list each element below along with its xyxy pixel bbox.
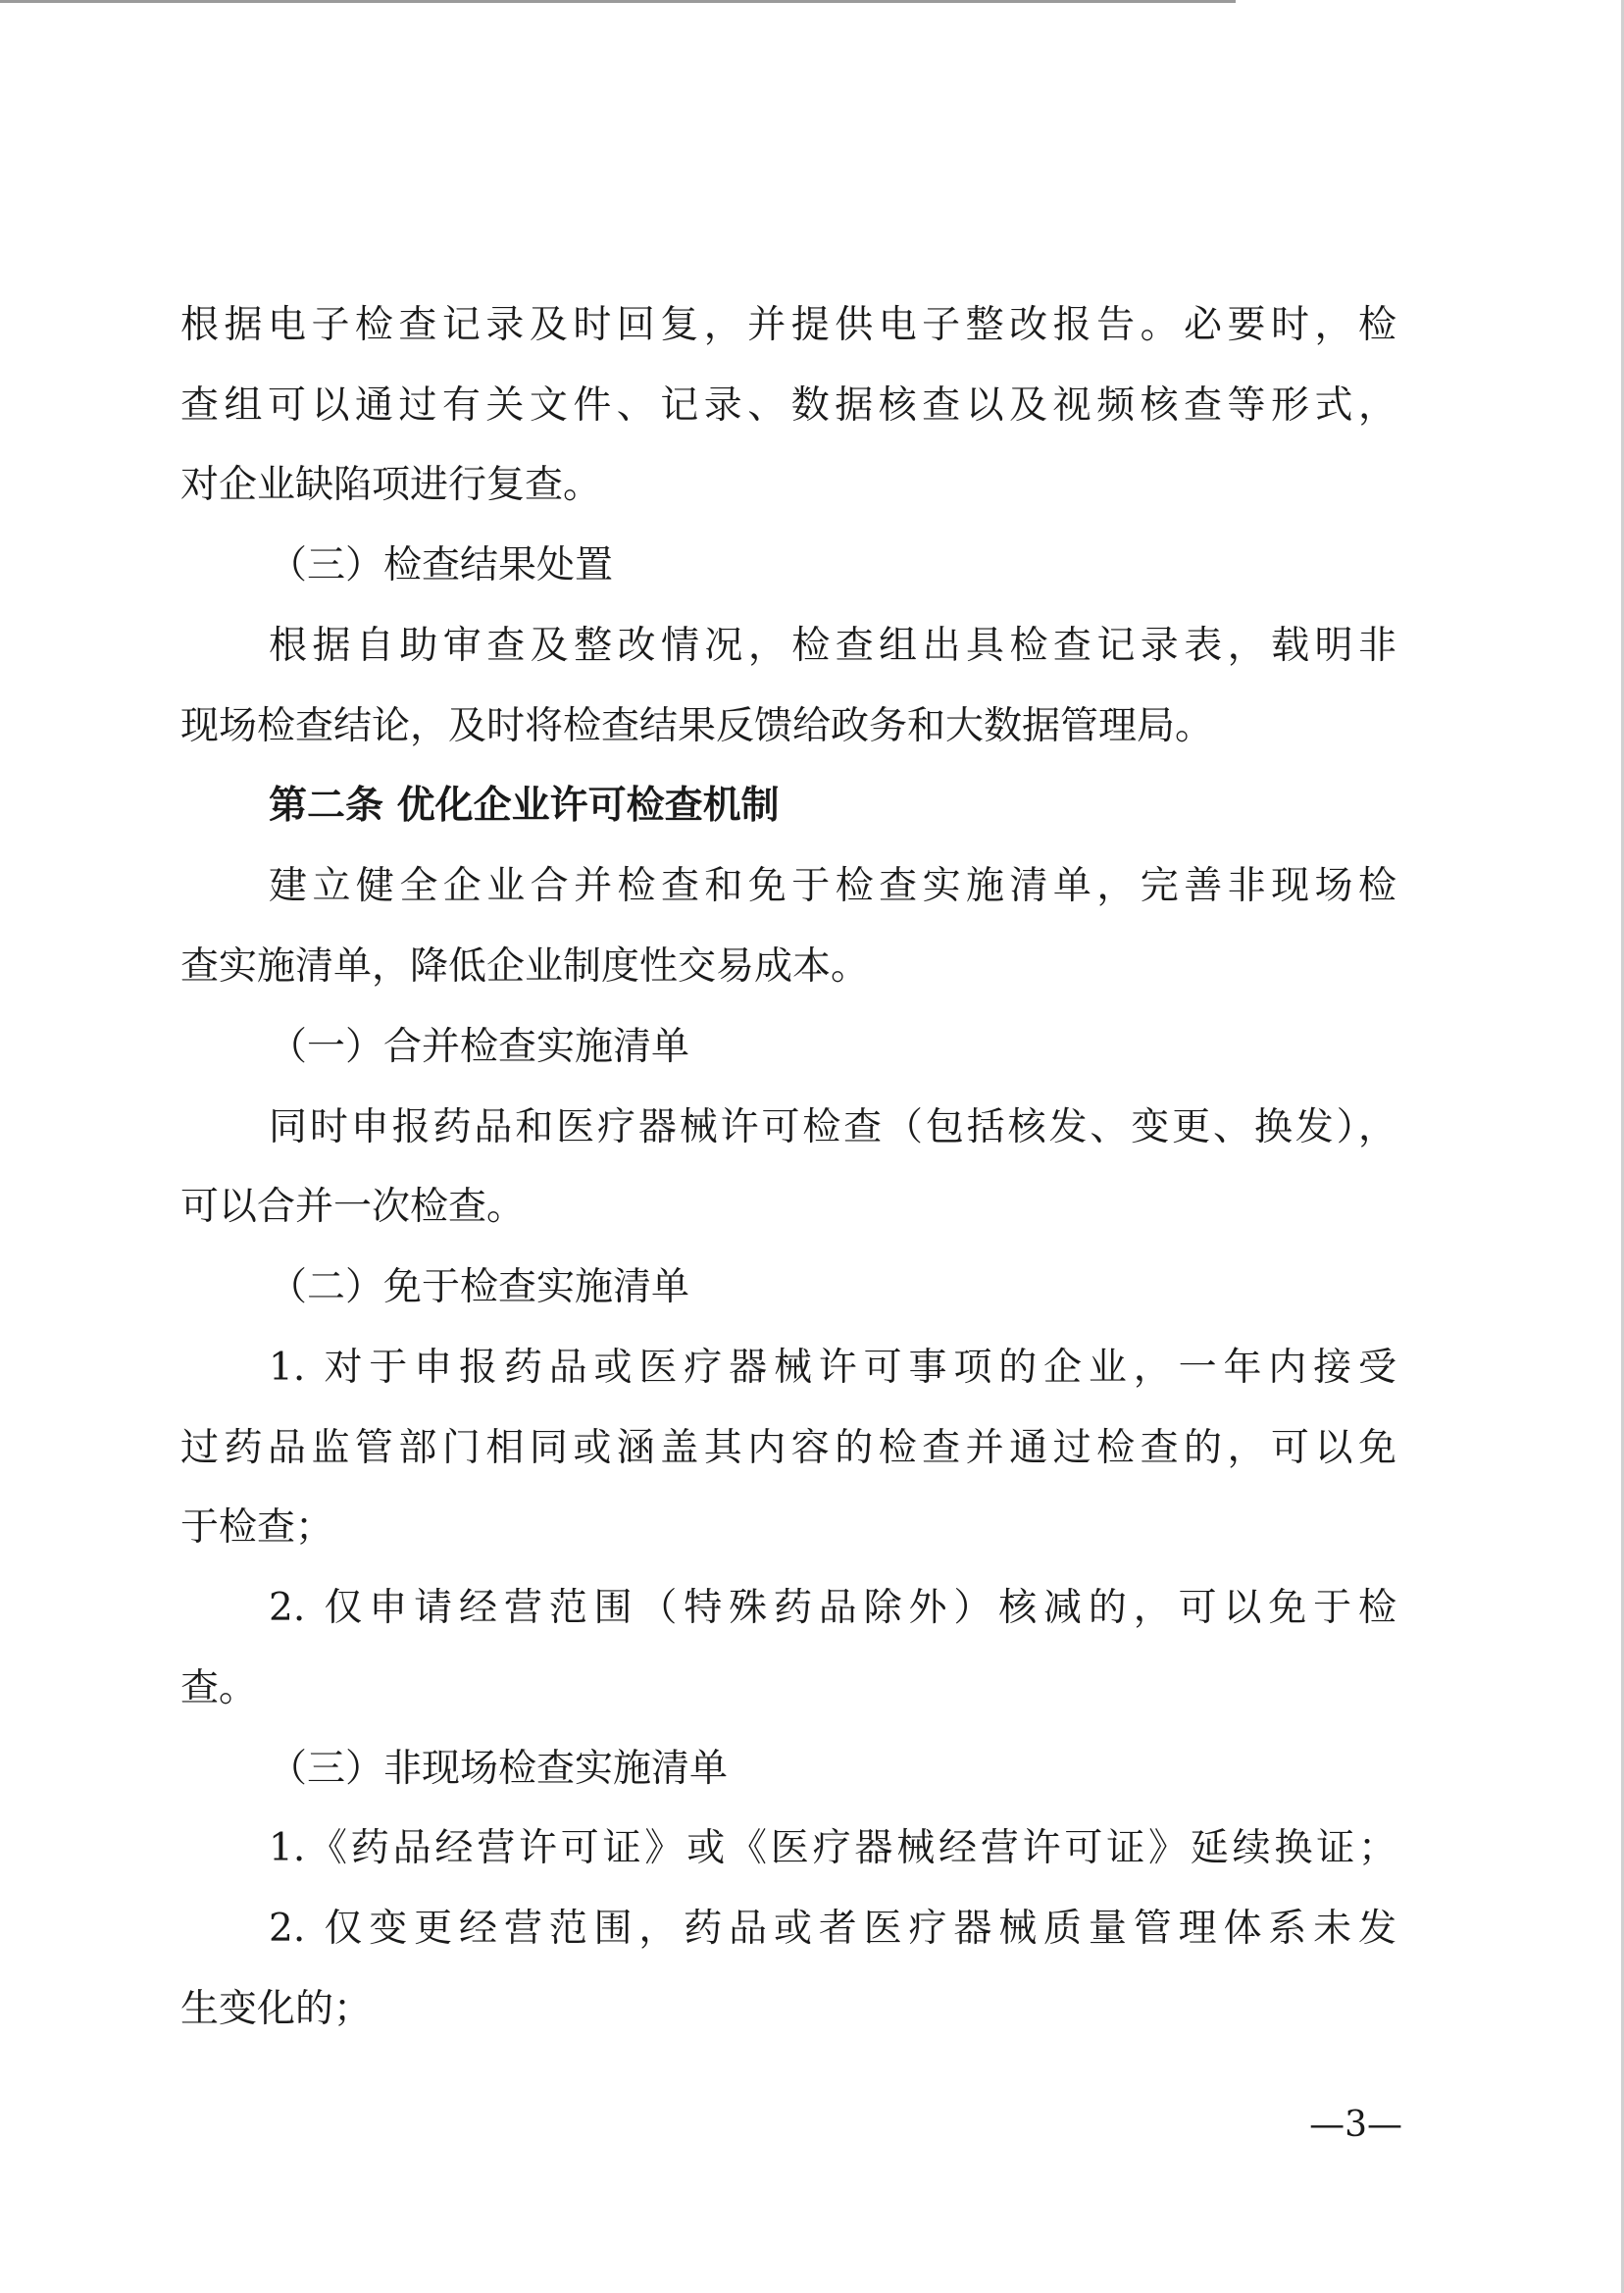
subsection-heading-3-result-handling: （三）检查结果处置 [269, 543, 614, 587]
body-line-16: 于检查； [180, 1505, 334, 1550]
body-line-15: 过药品监管部门相同或涵盖其内容的检查并通过检查的，可以免 [180, 1426, 1396, 1470]
body-line-12: 可以合并一次检查。 [180, 1185, 526, 1229]
body-line-5: 根据自助审查及整改情况，检查组出具检查记录表，载明非 [269, 624, 1396, 668]
subsection-heading-3-offsite: （三）非现场检查实施清单 [269, 1747, 729, 1791]
body-line-6: 现场检查结论，及时将检查结果反馈给政务和大数据管理局。 [180, 704, 1214, 748]
body-line-14: 1. 对于申报药品或医疗器械许可事项的企业，一年内接受 [269, 1346, 1396, 1390]
body-line-3: 对企业缺陷项进行复查。 [180, 463, 602, 507]
body-line-17: 2. 仅申请经营范围（特殊药品除外）核减的，可以免于检 [269, 1586, 1396, 1630]
body-line-20: 1.《药品经营许可证》或《医疗器械经营许可证》延续换证； [269, 1826, 1396, 1870]
subsection-heading-1-combined: （一）合并检查实施清单 [269, 1025, 690, 1069]
body-line-18: 查。 [180, 1666, 258, 1710]
top-border-line [0, 0, 1236, 3]
body-line-8: 建立健全企业合并检查和免于检查实施清单，完善非现场检 [269, 864, 1396, 908]
body-line-22: 生变化的； [180, 1987, 373, 2031]
body-line-1: 根据电子检查记录及时回复，并提供电子整改报告。必要时，检 [180, 303, 1396, 347]
body-line-2: 查组可以通过有关文件、记录、数据核查以及视频核查等形式， [180, 383, 1396, 428]
article-2-heading: 第二条 优化企业许可检查机制 [269, 784, 780, 828]
body-line-9: 查实施清单，降低企业制度性交易成本。 [180, 944, 870, 989]
page-number: —3— [1309, 2105, 1402, 2145]
subsection-heading-2-exempt: （二）免于检查实施清单 [269, 1265, 690, 1309]
body-line-21: 2. 仅变更经营范围，药品或者医疗器械质量管理体系未发 [269, 1907, 1396, 1951]
body-line-11: 同时申报药品和医疗器械许可检查（包括核发、变更、换发）， [269, 1105, 1396, 1149]
